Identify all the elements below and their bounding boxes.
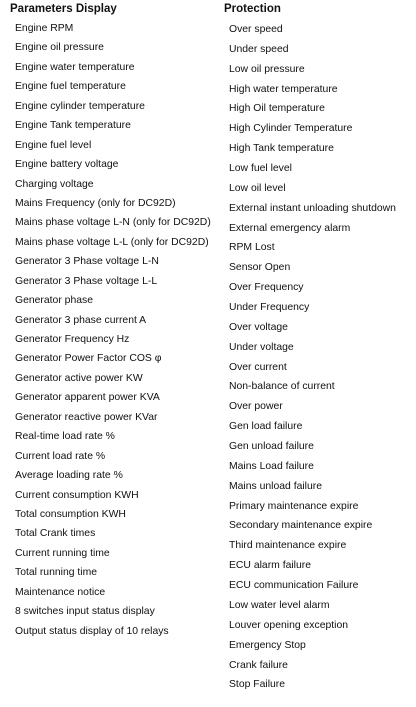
parameter-item: Generator reactive power KVar <box>15 411 158 423</box>
protection-item: RPM Lost <box>229 242 275 254</box>
parameter-item: Engine battery voltage <box>15 159 119 171</box>
parameter-item: Total consumption KWH <box>15 508 126 520</box>
protection-item: Louver opening exception <box>229 619 349 631</box>
protection-item: Secondary maintenance expire <box>229 520 373 532</box>
parameter-item: Total running time <box>15 567 98 579</box>
protection-item: Low water level alarm <box>229 599 330 611</box>
protection-item: ECU communication Failure <box>229 580 359 592</box>
protection-item: Under voltage <box>229 341 294 353</box>
protection-column <box>224 0 414 695</box>
parameter-item: Mains phase voltage L-N (only for DC92D) <box>15 217 211 229</box>
parameter-item: Maintenance notice <box>15 586 106 598</box>
parameter-item: Charging voltage <box>15 178 94 190</box>
parameter-item: Generator Frequency Hz <box>15 334 130 345</box>
protection-item: Low oil level <box>229 182 286 194</box>
protection-heading: Protection <box>224 3 281 15</box>
parameter-item: Generator 3 phase current A <box>15 314 147 326</box>
protection-item: Over current <box>229 361 287 373</box>
protection-item: Stop Failure <box>229 679 286 691</box>
protection-item: Low oil pressure <box>229 63 305 75</box>
protection-item: High Cylinder Temperature <box>229 123 353 135</box>
parameter-item: Generator phase <box>15 295 93 307</box>
protection-item: External emergency alarm <box>229 222 351 234</box>
parameter-item: Engine Tank temperature <box>15 120 131 132</box>
parameter-item: Engine oil pressure <box>15 42 104 54</box>
protection-item: Under speed <box>229 43 289 55</box>
protection-item: High Tank temperature <box>229 143 334 155</box>
protection-item: Sensor Open <box>229 262 291 274</box>
protection-item: Over voltage <box>229 321 288 333</box>
parameter-item: Engine fuel temperature <box>15 81 126 93</box>
parameter-item: Generator 3 Phase voltage L-N <box>15 256 159 268</box>
parameter-item: Engine RPM <box>15 23 74 34</box>
parameter-item: Current running time <box>15 547 110 559</box>
parameter-item: Total Crank times <box>15 528 96 540</box>
parameters-display-list <box>10 19 220 641</box>
parameter-item: Output status display of 10 relays <box>15 625 169 637</box>
parameter-item: Engine water temperature <box>15 61 135 73</box>
parameter-item: 8 switches input status display <box>15 606 155 618</box>
parameter-item: Current load rate % <box>15 450 106 462</box>
protection-item: Gen unload failure <box>229 441 314 453</box>
protection-item: Gen load failure <box>229 421 303 433</box>
parameter-item: Generator active power KW <box>15 372 143 384</box>
protection-item: Under Frequency <box>229 302 310 314</box>
parameter-item: Engine cylinder temperature <box>15 100 145 112</box>
parameter-item: Average loading rate % <box>15 470 123 482</box>
protection-item: Over Frequency <box>229 282 304 294</box>
protection-item: Primary maintenance expire <box>229 500 359 512</box>
protection-item: Low fuel level <box>229 163 292 175</box>
protection-list <box>224 20 414 695</box>
parameter-item: Mains Frequency (only for DC92D) <box>15 197 176 209</box>
parameter-item: Mains phase voltage L-L (only for DC92D) <box>15 236 209 248</box>
parameter-item: Current consumption KWH <box>15 489 139 501</box>
parameters-display-column <box>10 0 220 641</box>
protection-item: Over power <box>229 401 283 413</box>
protection-item: Third maintenance expire <box>229 540 347 552</box>
parameter-item: Real-time load rate % <box>15 431 115 443</box>
parameter-item: Generator Power Factor COS φ <box>15 353 162 365</box>
protection-item: Over speed <box>229 24 283 35</box>
parameters-display-heading: Parameters Display <box>10 3 117 15</box>
protection-item: Emergency Stop <box>229 639 306 651</box>
protection-item: External instant unloading shutdown <box>229 202 396 214</box>
protection-item: Mains Load failure <box>229 460 314 472</box>
parameter-item: Generator apparent power KVA <box>15 392 160 404</box>
protection-item: Mains unload failure <box>229 480 322 492</box>
parameter-item: Generator 3 Phase voltage L-L <box>15 275 158 287</box>
protection-item: ECU alarm failure <box>229 560 311 572</box>
parameter-item: Engine fuel level <box>15 139 92 151</box>
protection-item: Crank failure <box>229 659 288 671</box>
protection-item: High water temperature <box>229 83 338 95</box>
protection-item: Non-balance of current <box>229 381 335 393</box>
protection-item: High Oil temperature <box>229 103 325 115</box>
